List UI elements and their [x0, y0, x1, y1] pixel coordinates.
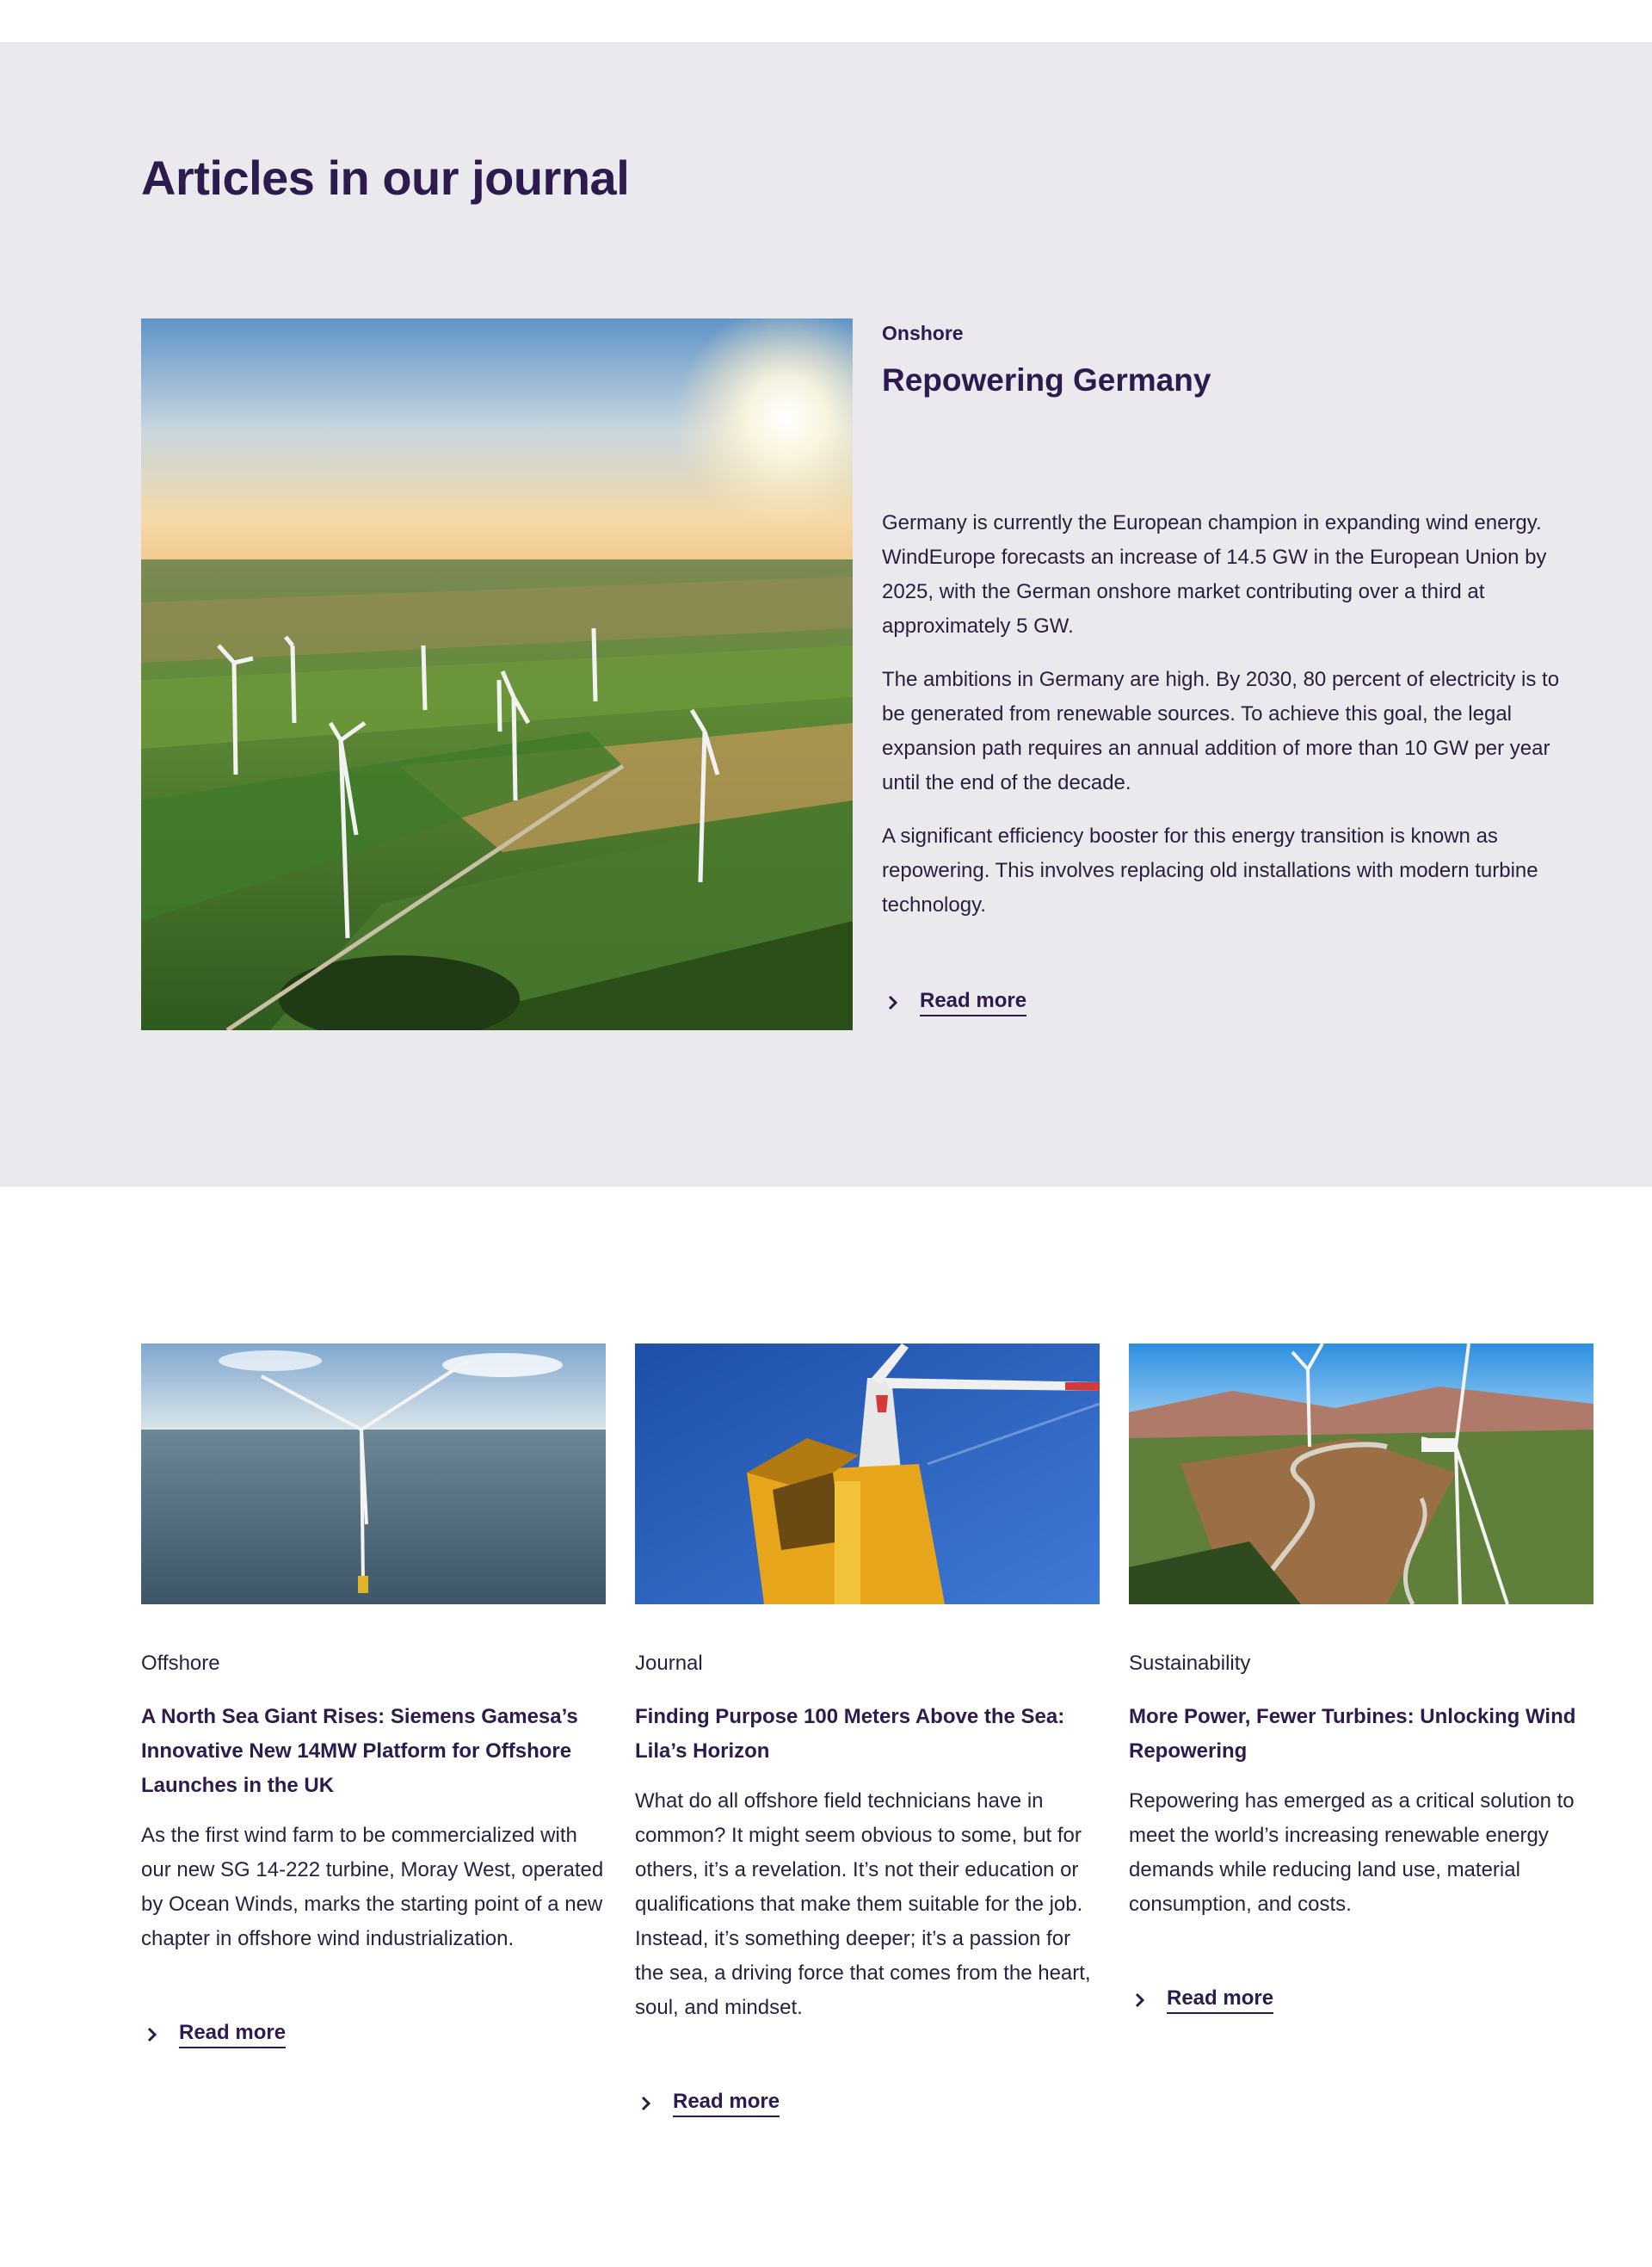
card-body: As the first wind farm to be commercialized with our new SG 14-222 turbine, Moray West, operated by Ocean Winds, marks the starting point of a new chapter in offshore wind industrialization. [141, 1824, 604, 1950]
read-more-label: Read more [1167, 1986, 1273, 2014]
card-read-more-link[interactable] [141, 2021, 606, 2048]
card-category: Sustainability [1129, 1652, 1251, 1675]
featured-article-category: Onshore [882, 322, 964, 344]
card-category: Offshore [141, 1652, 220, 1675]
card-title[interactable]: A North Sea Giant Rises: Siemens Gamesa’s Innovative New 14MW Platform for Offshore Launches in the UK [141, 1705, 578, 1797]
chevron-right-icon [1129, 1989, 1151, 2011]
chevron-right-icon [635, 2092, 657, 2115]
featured-paragraph: A significant efficiency booster for this energy transition is known as repowering. This involves replacing old installations with modern turbine technology. [882, 825, 1538, 917]
card-image[interactable] [635, 1344, 1100, 1604]
featured-paragraph: Germany is currently the European champion in expanding wind energy. WindEurope forecasts an increase of 14.5 GW in the European Union by 2025, with the German onshore market contributing over a third at approximately 5 GW. [882, 511, 1547, 638]
chevron-right-icon [141, 2023, 163, 2046]
card-category: Journal [635, 1652, 703, 1675]
offshore-turbine-photo [141, 1344, 606, 1604]
featured-article-body [882, 506, 1587, 942]
article-card-offshore [141, 1344, 606, 2048]
read-more-label: Read more [179, 2021, 286, 2048]
card-image[interactable] [1129, 1344, 1593, 1604]
turbine-tower-photo [635, 1344, 1100, 1604]
card-image[interactable] [141, 1344, 606, 1604]
card-title[interactable]: Finding Purpose 100 Meters Above the Sea: Lila’s Horizon [635, 1705, 1065, 1763]
card-body: What do all offshore field technicians have in common? It might seem obvious to some, but for others, it’s a revelation. It’s not their education or qualifications that make them suitable for the job. Instead, it’s something deeper; it’s a passion for the sea, a driving force that comes from the heart, soul, and mindset. [635, 1789, 1091, 2019]
featured-paragraph: The ambitions in Germany are high. By 2030, 80 percent of electricity is to be generated from renewable sources. To achieve this goal, the legal expansion path requires an annual addition of more than 10 GW per year until the end of the decade. [882, 668, 1560, 794]
onshore-wind-farm-photo [141, 318, 853, 1030]
card-body: Repowering has emerged as a critical solution to meet the world’s increasing renewable energy demands while reducing land use, material consumption, and costs. [1129, 1789, 1575, 1916]
article-card-sustainability [1129, 1344, 1593, 2014]
top-spacer [0, 0, 1652, 42]
card-read-more-link[interactable] [635, 2090, 1100, 2117]
chevron-right-icon [882, 991, 904, 1014]
article-card-journal [635, 1344, 1100, 2117]
article-cards [141, 1344, 1593, 2204]
read-more-label: Read more [920, 989, 1026, 1016]
featured-article-title[interactable]: Repowering Germany [882, 362, 1211, 398]
card-title[interactable]: More Power, Fewer Turbines: Unlocking Wind Repowering [1129, 1705, 1576, 1763]
read-more-label: Read more [673, 2090, 780, 2117]
featured-section [0, 42, 1652, 1187]
featured-read-more-link[interactable] [882, 989, 1026, 1016]
card-read-more-link[interactable] [1129, 1986, 1593, 2014]
section-title: Articles in our journal [141, 151, 630, 205]
mountain-wind-farm-photo [1129, 1344, 1593, 1604]
featured-article-image[interactable] [141, 318, 853, 1030]
